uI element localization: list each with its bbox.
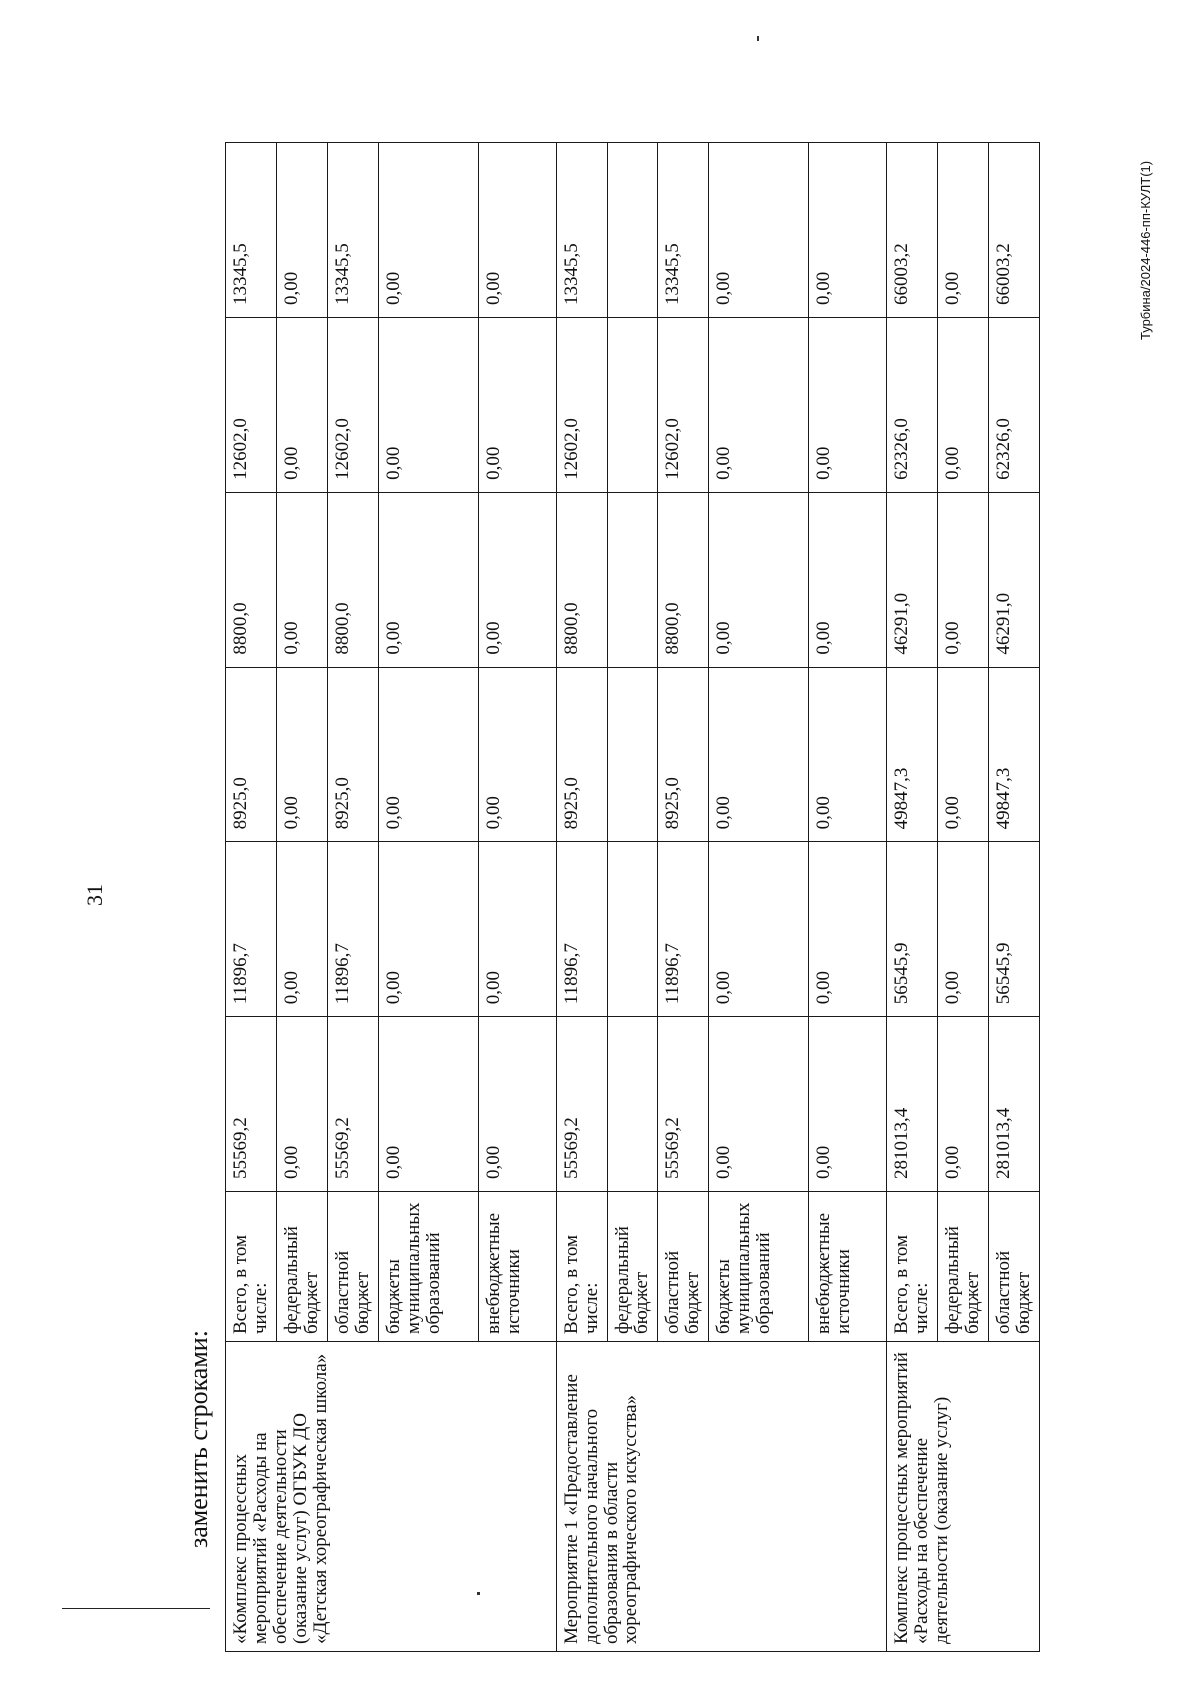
table-row <box>887 143 938 1652</box>
source-cell: внебюджетные источники <box>478 1192 556 1342</box>
value-cell: 0,00 <box>378 492 478 667</box>
value-cell: 62326,0 <box>887 318 938 493</box>
value-cell: 0,00 <box>478 1017 556 1192</box>
value-cell: 0,00 <box>478 667 556 842</box>
table-row <box>556 143 607 1652</box>
margin-line <box>62 1608 210 1609</box>
value-cell: 0,00 <box>938 492 989 667</box>
value-cell: 13345,5 <box>658 143 709 318</box>
value-cell: 0,00 <box>709 143 809 318</box>
value-cell: 0,00 <box>938 667 989 842</box>
value-cell: 8800,0 <box>327 492 378 667</box>
value-cell: 11896,7 <box>658 842 709 1017</box>
value-cell <box>607 667 658 842</box>
value-cell: 13345,5 <box>226 143 277 318</box>
value-cell: 49847,3 <box>989 667 1040 842</box>
value-cell: 0,00 <box>809 842 887 1017</box>
value-cell: 11896,7 <box>556 842 607 1017</box>
value-cell <box>607 143 658 318</box>
source-cell: внебюджетные источники <box>809 1192 887 1342</box>
source-cell: федеральный бюджет <box>276 1192 327 1342</box>
value-cell: 0,00 <box>378 1017 478 1192</box>
value-cell: 0,00 <box>276 1017 327 1192</box>
value-cell: 0,00 <box>276 492 327 667</box>
value-cell: 0,00 <box>276 143 327 318</box>
budget-table-container <box>225 143 1034 1652</box>
value-cell: 8925,0 <box>556 667 607 842</box>
value-cell: 0,00 <box>276 842 327 1017</box>
value-cell: 49847,3 <box>887 667 938 842</box>
value-cell: 0,00 <box>938 1017 989 1192</box>
value-cell: 66003,2 <box>989 143 1040 318</box>
value-cell: 0,00 <box>709 667 809 842</box>
block-name: Комплекс процессных мероприятий «Расходы на обеспечение деятельности (оказание услуг) <box>887 1342 1040 1652</box>
value-cell <box>607 1017 658 1192</box>
table-row <box>226 143 277 1652</box>
value-cell: 281013,4 <box>887 1017 938 1192</box>
value-cell <box>607 492 658 667</box>
source-cell: областной бюджет <box>989 1192 1040 1342</box>
value-cell: 62326,0 <box>989 318 1040 493</box>
value-cell: 8925,0 <box>658 667 709 842</box>
intro-text: заменить строками: <box>184 1330 213 1548</box>
value-cell <box>607 842 658 1017</box>
source-cell: федеральный бюджет <box>938 1192 989 1342</box>
value-cell: 46291,0 <box>989 492 1040 667</box>
value-cell: 0,00 <box>378 842 478 1017</box>
document-code: Турбина/2024-446-пп-КУЛТ(1) <box>1138 160 1153 340</box>
value-cell: 281013,4 <box>989 1017 1040 1192</box>
value-cell: 8800,0 <box>658 492 709 667</box>
value-cell: 0,00 <box>478 318 556 493</box>
value-cell: 8925,0 <box>327 667 378 842</box>
value-cell: 0,00 <box>276 318 327 493</box>
value-cell: 12602,0 <box>556 318 607 493</box>
value-cell: 8800,0 <box>556 492 607 667</box>
value-cell: 0,00 <box>378 143 478 318</box>
value-cell: 56545,9 <box>887 842 938 1017</box>
value-cell: 0,00 <box>809 667 887 842</box>
value-cell: 0,00 <box>478 842 556 1017</box>
value-cell: 12602,0 <box>226 318 277 493</box>
block-name: Мероприятие 1 «Предоставление дополнительного начального образования в области хореографического искусства» <box>556 1342 887 1652</box>
source-cell: Всего, в том числе: <box>226 1192 277 1342</box>
value-cell: 0,00 <box>938 842 989 1017</box>
value-cell: 11896,7 <box>327 842 378 1017</box>
value-cell: 0,00 <box>709 842 809 1017</box>
value-cell: 0,00 <box>809 143 887 318</box>
source-cell: областной бюджет <box>658 1192 709 1342</box>
value-cell: 0,00 <box>709 492 809 667</box>
value-cell: 0,00 <box>809 492 887 667</box>
block-name: «Комплекс процессных мероприятий «Расходы на обеспечение деятельности (оказание услуг) ОГБУК ДО «Детская хореографическая школа» <box>226 1342 557 1652</box>
value-cell: 0,00 <box>276 667 327 842</box>
value-cell: 0,00 <box>378 667 478 842</box>
source-cell: областной бюджет <box>327 1192 378 1342</box>
value-cell: 55569,2 <box>658 1017 709 1192</box>
value-cell: 46291,0 <box>887 492 938 667</box>
value-cell: 0,00 <box>938 318 989 493</box>
value-cell: 0,00 <box>709 318 809 493</box>
value-cell: 0,00 <box>478 143 556 318</box>
source-cell: Всего, в том числе: <box>556 1192 607 1342</box>
value-cell: 12602,0 <box>658 318 709 493</box>
value-cell: 55569,2 <box>226 1017 277 1192</box>
value-cell: 0,00 <box>378 318 478 493</box>
source-cell: бюджеты муниципальных образований <box>378 1192 478 1342</box>
value-cell: 66003,2 <box>887 143 938 318</box>
value-cell: 8925,0 <box>226 667 277 842</box>
value-cell: 55569,2 <box>556 1017 607 1192</box>
value-cell: 56545,9 <box>989 842 1040 1017</box>
value-cell: 12602,0 <box>327 318 378 493</box>
source-cell: Всего, в том числе: <box>887 1192 938 1342</box>
source-cell: федеральный бюджет <box>607 1192 658 1342</box>
value-cell: 8800,0 <box>226 492 277 667</box>
page-number: 31 <box>82 884 107 906</box>
value-cell <box>607 318 658 493</box>
value-cell: 0,00 <box>809 318 887 493</box>
value-cell: 11896,7 <box>226 842 277 1017</box>
scan-speck <box>757 36 759 41</box>
source-cell: бюджеты муниципальных образований <box>709 1192 809 1342</box>
budget-table <box>225 142 1040 1652</box>
value-cell: 0,00 <box>809 1017 887 1192</box>
value-cell: 0,00 <box>709 1017 809 1192</box>
value-cell: 0,00 <box>478 492 556 667</box>
value-cell: 55569,2 <box>327 1017 378 1192</box>
value-cell: 13345,5 <box>327 143 378 318</box>
value-cell: 13345,5 <box>556 143 607 318</box>
value-cell: 0,00 <box>938 143 989 318</box>
